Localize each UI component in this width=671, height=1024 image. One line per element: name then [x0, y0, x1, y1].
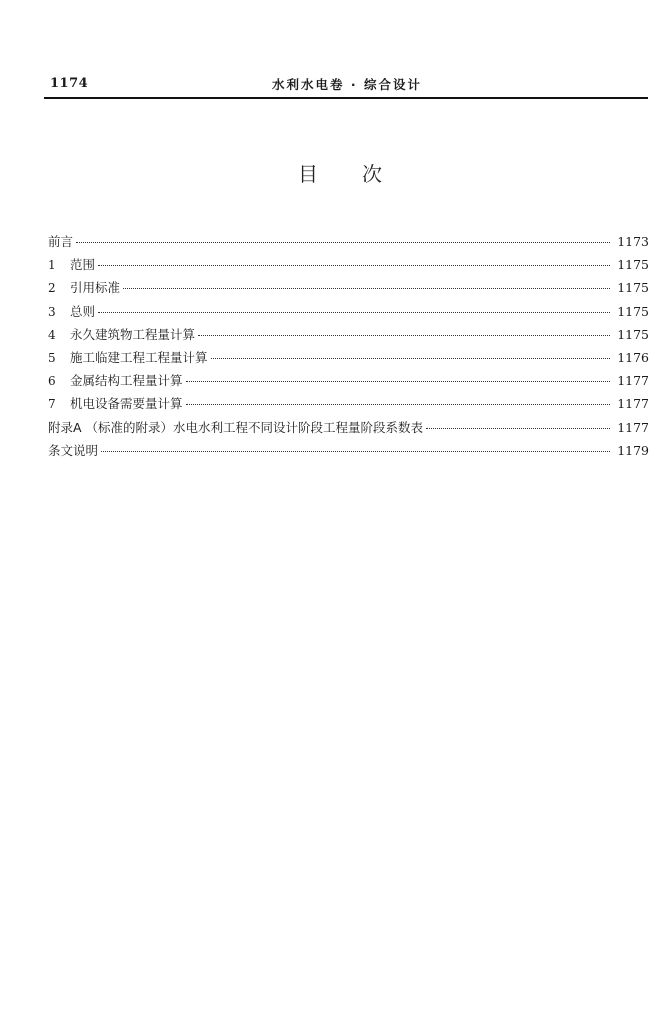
- toc-entry-page: 1177: [617, 396, 649, 412]
- dot-leader: [186, 403, 610, 405]
- dot-leader: [198, 334, 610, 336]
- toc-entry-page: 1173: [617, 234, 649, 249]
- toc-entry-page: 1177: [617, 373, 649, 389]
- toc-entry-general[interactable]: [48, 300, 649, 323]
- toc-entry-appendix-a[interactable]: [48, 416, 649, 439]
- toc-entry-page: 1175: [617, 257, 649, 273]
- toc-entry-number: 1: [48, 258, 56, 273]
- toc-entry-label: 金属结构工程量计算: [70, 373, 183, 389]
- header-rule: [44, 97, 648, 99]
- page-header: [44, 74, 648, 96]
- toc-entry-number: 4: [48, 327, 56, 342]
- toc-entry-label: 永久建筑物工程量计算: [70, 326, 196, 342]
- toc-entry-permanent-structures[interactable]: [48, 323, 649, 346]
- toc-entry-label: 前言: [48, 234, 74, 249]
- toc-entry-temporary-works[interactable]: [48, 346, 649, 369]
- toc-entry-explanation[interactable]: [48, 439, 649, 462]
- toc-entry-label: 引用标准: [70, 280, 121, 296]
- dot-leader: [186, 380, 610, 382]
- dot-leader: [426, 427, 610, 429]
- toc-entry-references[interactable]: [48, 276, 649, 299]
- toc-entry-number: 5: [48, 350, 56, 365]
- toc-title: 目次: [298, 162, 426, 186]
- toc-entry-page: 1175: [617, 303, 649, 319]
- toc-entry-label: 范围: [70, 257, 96, 273]
- toc-entry-metal-structures[interactable]: [48, 369, 649, 392]
- toc-entry-page: 1177: [617, 419, 649, 435]
- table-of-contents: [48, 230, 649, 462]
- toc-entry-number: 6: [48, 374, 56, 389]
- toc-entry-number: 2: [48, 281, 56, 296]
- toc-entry-label: 附录A （标准的附录）水电水利工程不同设计阶段工程量阶段系数表: [48, 419, 424, 435]
- dot-leader: [101, 450, 610, 452]
- toc-entry-page: 1175: [617, 280, 649, 296]
- toc-entry-number: 7: [48, 397, 56, 412]
- toc-entry-scope[interactable]: [48, 253, 649, 276]
- dot-leader: [98, 311, 610, 313]
- toc-entry-label: 条文说明: [48, 442, 99, 458]
- toc-entry-page: 1175: [617, 326, 649, 342]
- toc-entry-page: 1179: [617, 442, 649, 458]
- toc-entry-page: 1176: [617, 349, 649, 365]
- toc-entry-label: 机电设备需要量计算: [70, 396, 183, 412]
- dot-leader: [123, 287, 610, 289]
- running-title: 水利水电卷 · 综合设计: [272, 77, 422, 92]
- page-number: 1174: [50, 76, 89, 91]
- dot-leader: [211, 357, 610, 359]
- toc-entry-equipment[interactable]: [48, 392, 649, 415]
- toc-entry-label: 施工临建工程工程量计算: [70, 349, 208, 365]
- toc-entry-label: 总则: [70, 303, 96, 319]
- dot-leader: [98, 264, 610, 266]
- toc-entry-number: 3: [48, 304, 56, 319]
- dot-leader: [76, 241, 610, 243]
- toc-entry-foreword[interactable]: [48, 230, 649, 253]
